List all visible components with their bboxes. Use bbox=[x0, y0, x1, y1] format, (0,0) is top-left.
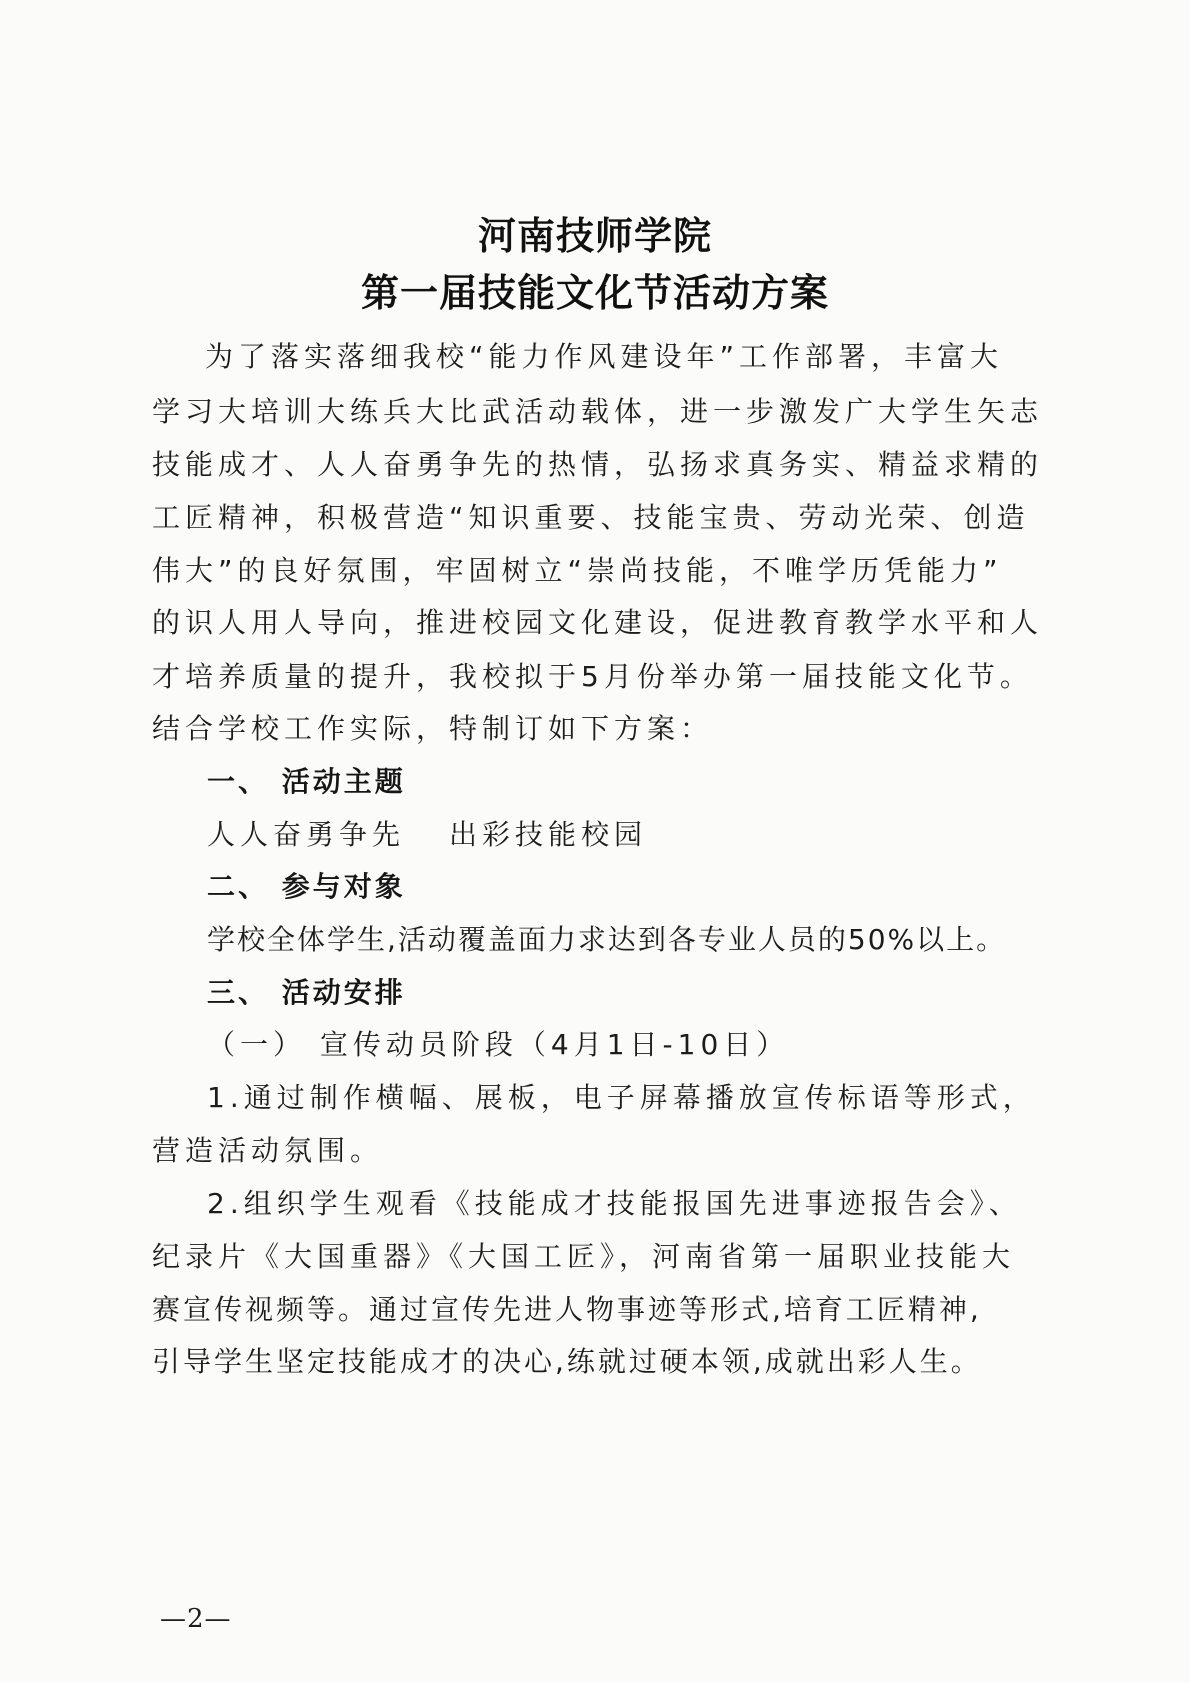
intro-line-8: 结合学校工作实际，特制订如下方案： bbox=[152, 712, 714, 745]
page-number: —2— bbox=[160, 1604, 232, 1634]
document-title-line-2: 第一届技能文化节活动方案 bbox=[360, 270, 829, 315]
intro-line-6: 的识人用人导向，推进校园文化建设，促进教育教学水平和人 bbox=[152, 606, 1044, 639]
participants-text: 学校全体学生,活动覆盖面力求达到各专业人员的50%以上。 bbox=[207, 923, 1007, 956]
intro-line-1: 为了落实落细我校“能力作风建设年”工作部署，丰富大 bbox=[205, 340, 1004, 373]
theme-line bbox=[207, 818, 647, 852]
intro-line-4: 工匠精神，积极营造“知识重要、技能宝贵、劳动光荣、创造 bbox=[152, 501, 1030, 534]
section-heading-theme: 一、 活动主题 bbox=[207, 765, 406, 798]
theme-part-2: 出彩技能校园 bbox=[449, 818, 648, 851]
intro-line-3: 技能成才、人人奋勇争先的热情，弘扬求真务实、精益求精的 bbox=[152, 448, 1044, 481]
section-heading-participants: 二、 参与对象 bbox=[207, 870, 406, 903]
document-title-line-1: 河南技师学院 bbox=[477, 213, 712, 258]
item1-line-2: 营造活动氛围。 bbox=[152, 1134, 384, 1167]
phase-heading-publicity: （一） 宣传动员阶段（4月1日-10日） bbox=[207, 1028, 790, 1061]
item2-line-1: 2.组织学生观看《技能成才技能报国先进事迹报告会》、 bbox=[207, 1187, 1022, 1220]
item2-line-3: 赛宣传视频等。通过宣传先进人物事迹等形式,培育工匠精神, bbox=[152, 1293, 982, 1326]
item2-line-2: 纪录片《大国重器》《大国工匠》，河南省第一届职业技能大 bbox=[152, 1240, 1016, 1273]
intro-line-7: 才培养质量的提升，我校拟于5月份举办第一届技能文化节。 bbox=[152, 660, 1033, 693]
section-heading-schedule: 三、 活动安排 bbox=[207, 976, 406, 1009]
theme-part-1: 人人奋勇争先 bbox=[207, 818, 406, 851]
item2-line-4: 引导学生坚定技能成才的决心,练就过硬本领,成就出彩人生。 bbox=[152, 1345, 982, 1378]
intro-line-2: 学习大培训大练兵大比武活动载体，进一步激发广大学生矢志 bbox=[152, 395, 1044, 428]
intro-line-5: 伟大”的良好氛围，牢固树立“崇尚技能，不唯学历凭能力” bbox=[152, 554, 1003, 587]
item1-line-1: 1.通过制作横幅、展板，电子屏幕播放宣传标语等形式， bbox=[207, 1081, 1036, 1114]
